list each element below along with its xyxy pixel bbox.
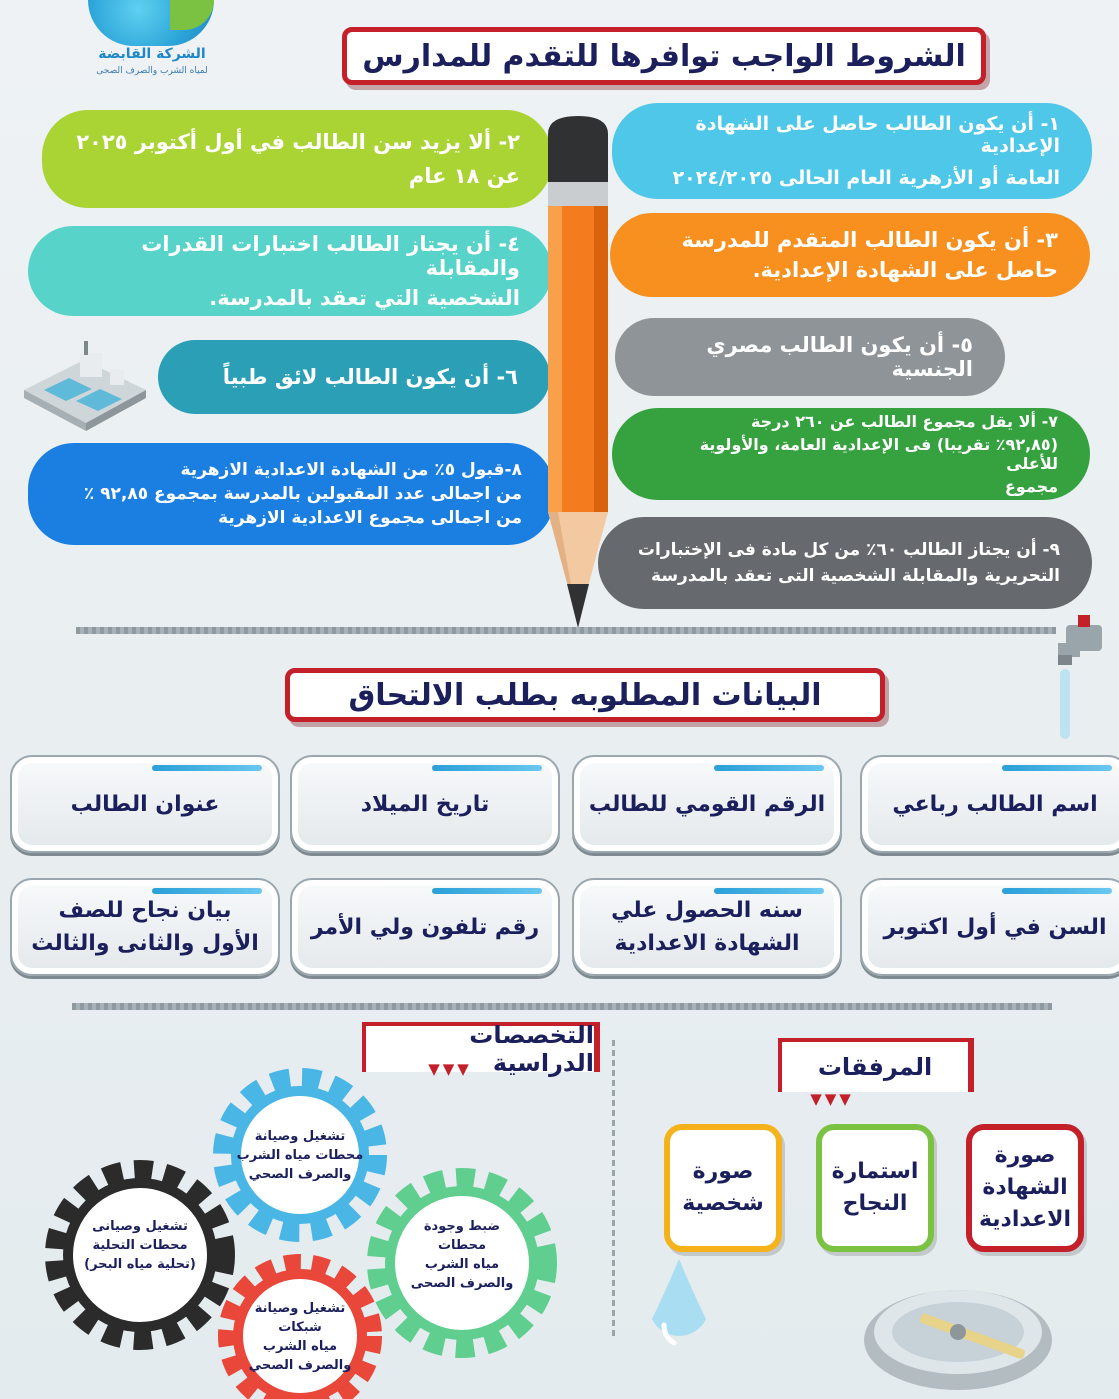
- card-accent: [1002, 765, 1112, 771]
- condition-7: [612, 408, 1090, 500]
- specialization-networks: تشغيل وصيانة شبكات مياه الشرب والصرف الصحي: [248, 1301, 352, 1373]
- divider-line: [76, 627, 1056, 634]
- water-plant-icon: [14, 335, 154, 435]
- attachment-success-form: استمارة النجاح: [816, 1124, 934, 1252]
- data-card-grades-statement: [10, 878, 280, 976]
- condition-4-line-2: الشخصية التي تعقد بالمدرسة.: [209, 286, 520, 310]
- card-accent: [152, 888, 262, 894]
- required-data-title: البيانات المطلوبه بطلب الالتحاق: [285, 668, 885, 722]
- clarifier-tank-icon: [858, 1270, 1058, 1396]
- condition-8-line-1: ٨-قبول ٥٪ من الشهادة الاعدادية الازهرية: [180, 460, 522, 480]
- section-separator: [612, 1040, 615, 1340]
- data-card-label: عنوان الطالب: [10, 755, 280, 853]
- data-card-national-id: [572, 755, 842, 853]
- water-drop-icon: [642, 1255, 716, 1365]
- specializations-title: التخصصات الدراسية: [362, 1022, 600, 1072]
- specialization-quality-control: ضبط وجودة محطات مياه الشرب والصرف الصحى: [410, 1219, 514, 1291]
- data-card-age-october: [860, 878, 1119, 976]
- condition-5: [615, 318, 1005, 396]
- data-card-student-name: [860, 755, 1119, 853]
- condition-1-line-2: العامة أو الأزهرية العام الحالى ٢٠٢٤/٢٠٢٥: [672, 167, 1060, 189]
- condition-4: [28, 226, 552, 316]
- data-card-label: اسم الطالب رباعي: [860, 755, 1119, 853]
- data-card-address: [10, 755, 280, 853]
- condition-8-line-2: من اجمالى عدد المقبولين بالمدرسة بمجموع ٩٢,٨٥ ٪: [83, 484, 522, 504]
- logo-subtitle: لمياه الشرب والصرف الصحى: [96, 66, 208, 76]
- condition-3: [610, 213, 1090, 297]
- card-accent: [432, 888, 542, 894]
- card-accent: [152, 765, 262, 771]
- attachment-certificate-copy: صورة الشهادة الاعدادية: [966, 1124, 1084, 1252]
- data-card-label: رقم تلفون ولي الأمر: [290, 878, 560, 976]
- condition-2: [42, 110, 552, 208]
- condition-4-line-1: ٤- أن يجتاز الطالب اختبارات القدرات والمقابلة: [141, 232, 520, 280]
- logo-leaf-shape: [170, 0, 214, 30]
- card-accent: [1002, 888, 1112, 894]
- data-card-label: تاريخ الميلاد: [290, 755, 560, 853]
- arrows-down-icon: ▼▼▼: [810, 1090, 854, 1108]
- pencil-icon: [540, 112, 616, 632]
- conditions-title: الشروط الواجب توافرها للتقدم للمدارس: [342, 27, 986, 85]
- condition-1: [612, 103, 1092, 199]
- condition-9-line-1: ٩- أن يجتاز الطالب ٦٠٪ من كل مادة فى الإختبارات: [637, 540, 1060, 560]
- card-accent: [714, 888, 824, 894]
- condition-3-line-2: حاصل على الشهادة الإعدادية.: [752, 258, 1058, 282]
- arrows-down-icon: ▼▼▼: [428, 1060, 472, 1078]
- condition-6-line-1: ٦- أن يكون الطالب لائق طبياً: [222, 365, 518, 389]
- condition-9-line-2: التحريرية والمقابلة الشخصية التى تعقد بالمدرسة: [651, 566, 1060, 586]
- condition-8-line-3: من اجمالى مجموع الاعدادية الازهرية: [218, 508, 522, 528]
- specialization-desalination: تشغيل وصيانى محطات التحلية (تحلية مياه البحر): [84, 1219, 196, 1272]
- data-card-birth-date: [290, 755, 560, 853]
- attachments-title: المرفقات: [778, 1038, 974, 1092]
- condition-1-line-1: ١- أن يكون الطالب حاصل على الشهادة الإعدادية: [695, 113, 1060, 157]
- attachment-personal-photo: صورة شخصية: [664, 1124, 782, 1252]
- data-card-label: الرقم القومي للطالب: [572, 755, 842, 853]
- condition-3-line-1: ٣- أن يكون الطالب المتقدم للمدرسة: [681, 228, 1058, 252]
- condition-9: [598, 517, 1092, 609]
- condition-7-line-3: مجموع: [1004, 477, 1058, 496]
- condition-7-line-2: (٩٢,٨٥٪ تقريبا) فى الإعدادية العامة، والأولوية للأعلى: [699, 435, 1058, 473]
- faucet-icon: [1040, 615, 1116, 745]
- divider-line: [72, 1003, 1052, 1010]
- condition-7-line-1: ٧- ألا يقل مجموع الطالب عن ٢٦٠ درجة: [750, 412, 1058, 431]
- condition-6: [158, 340, 550, 414]
- condition-5-line-1: ٥- أن يكون الطالب مصري الجنسية: [706, 333, 973, 381]
- condition-8: [28, 443, 554, 545]
- specialization-drinking-water-stations: تشغيل وصيانة محطات مياه الشرب والصرف الصحي: [236, 1129, 364, 1182]
- data-card-label: بيان نجاح للصف الأول والثانى والثالث: [10, 878, 280, 976]
- card-accent: [432, 765, 542, 771]
- data-card-guardian-phone: [290, 878, 560, 976]
- data-card-label: سنه الحصول علي الشهادة الاعدادية: [572, 878, 842, 976]
- condition-2-line-1: ٢- ألا يزيد سن الطالب في أول أكتوبر ٢٠٢٥: [76, 130, 520, 154]
- data-card-certificate-year: [572, 878, 842, 976]
- data-card-label: السن في أول اكتوبر: [860, 878, 1119, 976]
- card-accent: [714, 765, 824, 771]
- logo-name: الشركة القابضة: [98, 46, 206, 62]
- condition-2-line-2: عن ١٨ عام: [408, 164, 520, 188]
